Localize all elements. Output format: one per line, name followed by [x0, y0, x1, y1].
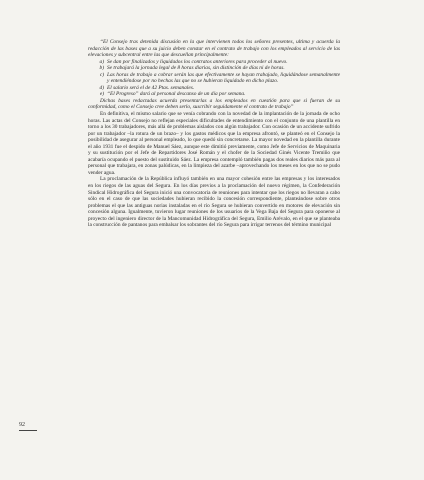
quote-outro: Dichas bases redactadas acuerda presentarlas a los empleados en cuestión para que si fueran de su conformidad, como el Consejo cree deben serlo, suscribir seguidamente el contrato de trabajo”	[88, 97, 340, 111]
paragraph: La proclamación de la República influyó también en una mayor cohesión entre las empresas y los interesados en los riegos de las aguas del Segura. En los días previos a la proclamación del nuevo régimen, la Confederación Sindical Hidrográfica del Segura inició una convocatoria de reuniones para intentar que los riegos no llevaran a cabo sólo en el caso de que las sociedades hubieran recibido la concesión correspondiente, planteándose sobre otros problemas el que las antiguas norias instaladas en el río Segura se hubieran convertido en motores de elevación sin concesión alguna. Igualmente, tuvieron lugar reuniones de los usuarios de la Vega Baja del Segura para oponerse al proyecto del ingeniero director de la Mancomunidad Hidrográfica del Segura, Emilio Arévalo, en el que se planteaba la construcción de pantanos para embalsar los sobrantes del río Segura para irrigar terrenos del término municipal	[88, 176, 340, 229]
list-item-text: “El Progreso” dará al personal descanso de un día por semana.	[107, 91, 246, 98]
quote-intro: “El Consejo tras detenida discusión en la que intervienen todos los señores presentes, ultima y acuerda la redacción de las bases que a su juicio deben constar en el contrato de trabajo con los empleados al servicio de las elevaciones y subcentral entre las que descuellan principalmente:	[88, 39, 340, 59]
quote-list	[88, 59, 340, 98]
list-item-text: El salario será el de 42 Ptas. semanales.	[107, 84, 195, 91]
list-item-text: Se dan por finalizados y liquidados los contratos anteriores para proceder al nuevo.	[107, 58, 288, 65]
paragraph: En definitiva, el mismo salario que se venía cobrando con la novedad de la implantación de la jornada de ocho horas. Las actas del Consejo no reflejan especiales dificultades de entendimiento con el conjunto de una plantilla en torno a los 30 trabajadores, más allá de problemas aislados con algún trabajador. Con ocasión de un accidente sufrido por un trabajador –la rotura de un brazo– y los gastos médicos que la empresa afrontó, se planteó en el Consejo la posibilidad de asegurar al personal empleado, lo que quedó sin concretarse. La mayor novedad en la plantilla durante el año 1931 fue el despido de Manuel Sáez, aunque este dimitió previamente, como Jefe de Servicios de Maquinaria y su sustitución por el Jefe de Repartidores José Román y el chofer de la Sociedad Ginés Vicente Tremiño que acabaría ocupando el puesto del sustituido Sáez. La empresa contempló también pagas dos reales diarios más para al personal que trabajara, en zonas palúdicas, en la limpieza del azarbe –aprovechando los meses en los que no se pudo vender agua.	[88, 111, 340, 176]
list-item	[88, 72, 340, 85]
body-text	[88, 39, 340, 229]
list-item-text: Se trabajará la jornada legal de 8 horas diarias, sin distinción de días ni de horas.	[107, 65, 285, 72]
list-item-label: a)	[99, 58, 104, 65]
list-item-label: b)	[99, 65, 104, 72]
list-item-label: d)	[99, 84, 104, 91]
page-number: 92	[19, 422, 25, 428]
list-item	[88, 91, 340, 98]
page-number-rule	[19, 430, 37, 431]
list-item-label: c)	[99, 71, 104, 78]
list-item-text: Las horas de trabajo a cobrar serán las que efectivamente se hayan trabajado, liquidándose semanalmente y entendiéndose por no hechas las que no se hubieran liquidado en dicho plazo.	[107, 71, 340, 85]
list-item-label: e)	[99, 91, 104, 98]
